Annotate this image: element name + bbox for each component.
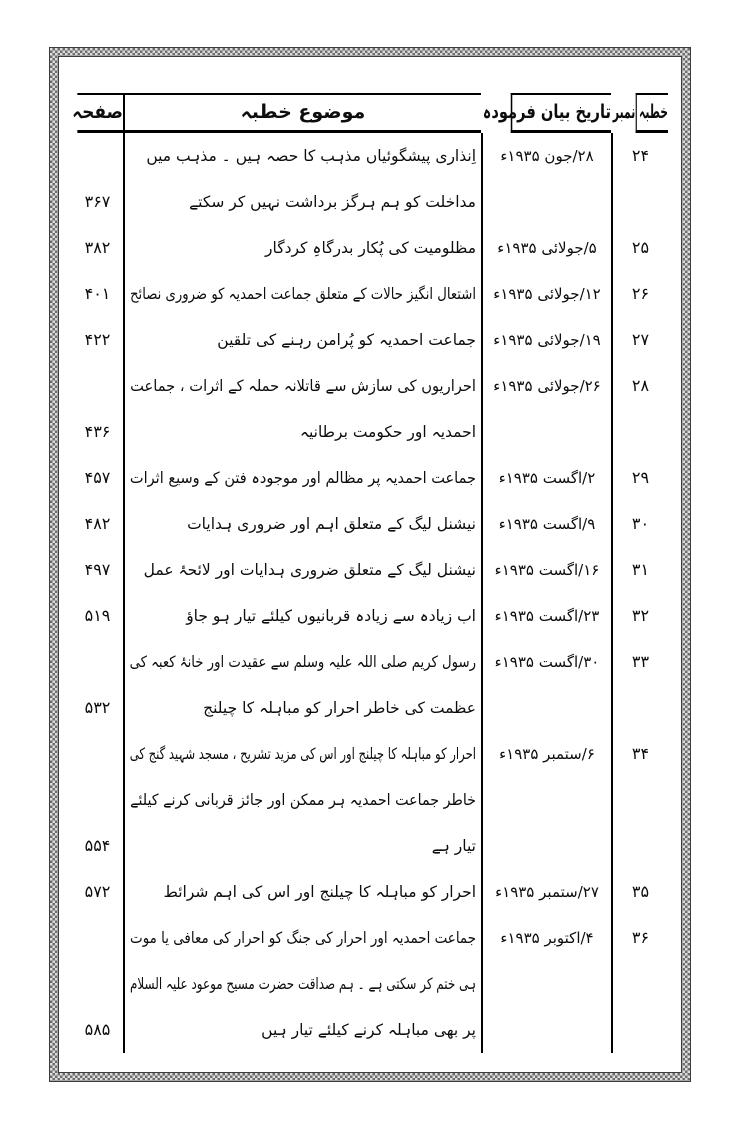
khutba-subject-line: اِنذاری پیشگوئیاں مذہب کا حصہ ہیں ۔ مذہب میں (146, 147, 476, 165)
khutba-subject-line: رسول کریم صلی اللہ علیہ وسلم سے عقیدت اور خانۂ کعبہ کی (129, 653, 476, 671)
header-date: تاریخ بیان فرمودہ (511, 93, 611, 133)
khutba-date-cell: ۲۸/جون ۱۹۳۵ء (481, 133, 611, 225)
khutba-subject-line: عظمت کی خاطر احرار کو مباہلہ کا چیلنج (203, 699, 476, 717)
khutba-subject-line: جماعت احمدیہ کو پُرامن رہنے کی تلقین (217, 331, 476, 349)
khutba-number-cell: ۲۸ (611, 363, 668, 455)
khutba-subject-line: احراریوں کی سازش سے قاتلانہ حملہ کے اثرات ، جماعت (130, 377, 476, 395)
khutbat-index-table (72, 93, 668, 1053)
khutba-number-cell: ۳۰ (611, 501, 668, 547)
khutba-date-cell: ۱۲/جولائی ۱۹۳۵ء (481, 271, 611, 317)
khutba-number-cell: ۳۴ (611, 731, 668, 869)
khutba-subject-line: پر بھی مباہلہ کرنے کیلئے تیار ہیں (261, 1021, 476, 1039)
khutba-date-cell: ۴/اکتوبر ۱۹۳۵ء (481, 915, 611, 1053)
khutba-date-cell: ۹/اگست ۱۹۳۵ء (481, 501, 611, 547)
khutba-subject-cell (123, 271, 481, 317)
khutba-date-cell: ۶/ستمبر ۱۹۳۵ء (481, 731, 611, 869)
khutba-subject-cell (123, 363, 481, 455)
khutba-number-cell: ۲۷ (611, 317, 668, 363)
khutba-subject-line: ہی ختم کر سکتی ہے ۔ ہم صداقت حضرت مسیح موعود علیہ السلام (130, 975, 476, 993)
khutba-date-cell: ۳۰/اگست ۱۹۳۵ء (481, 639, 611, 731)
khutba-number-cell: ۲۴ (611, 133, 668, 225)
page-number-cell: ۵۱۹ (84, 606, 111, 625)
page-number-cell: ۵۳۲ (84, 698, 111, 717)
khutba-subject-cell (123, 547, 481, 593)
khutba-subject-line: اب زیادہ سے زیادہ قربانیوں کیلئے تیار ہو جاؤ (186, 607, 476, 625)
khutba-subject-cell (123, 731, 481, 869)
page-number-cell: ۴۹۷ (84, 560, 111, 579)
khutba-subject-line: احرار کو مباہلہ کا چیلنج اور اس کی اہم شرائط (163, 883, 476, 901)
khutba-subject-cell (123, 317, 481, 363)
khutba-number-cell: ۳۳ (611, 639, 668, 731)
khutba-date-cell: ۱۶/اگست ۱۹۳۵ء (481, 547, 611, 593)
khutba-number-cell: ۳۵ (611, 869, 668, 915)
khutba-subject-line: مظلومیت کی پُکار بدرگاہِ کردگار (265, 239, 476, 257)
khutba-subject-line: جماعت احمدیہ اور احرار کی جنگ کو احرار کی معافی یا موت (130, 929, 476, 947)
khutba-number-cell: ۳۱ (611, 547, 668, 593)
page-number-cell: ۴۳۶ (84, 422, 111, 441)
khutba-number-cell: ۲۵ (611, 225, 668, 271)
khutba-date-cell: ۱۹/جولائی ۱۹۳۵ء (481, 317, 611, 363)
khutba-date-cell: ۲۶/جولائی ۱۹۳۵ء (481, 363, 611, 455)
page-number-cell: ۵۷۲ (84, 882, 111, 901)
khutba-subject-cell (123, 869, 481, 915)
page-number-cell: ۵۵۴ (84, 836, 111, 855)
khutba-subject-cell (123, 501, 481, 547)
khutba-subject-line: جماعت احمدیہ پر مظالم اور موجودہ فتن کے وسیع اثرات (129, 469, 476, 487)
khutba-date-cell: ۲۷/ستمبر ۱۹۳۵ء (481, 869, 611, 915)
khutba-date-cell: ۲۳/اگست ۱۹۳۵ء (481, 593, 611, 639)
page-number-cell: ۴۸۲ (84, 514, 111, 533)
khutba-subject-cell (123, 639, 481, 731)
khutba-number-cell: ۲۹ (611, 455, 668, 501)
khutba-subject-line: تیار ہے (431, 837, 476, 855)
page-number-cell: ۵۸۵ (84, 1020, 111, 1039)
khutba-subject-line: احرار کو مباہلہ کا چیلنج اور اس کی مزید تشریح ، مسجد شہید گنج کی (129, 745, 476, 763)
header-khutba-number: خطبہ نمبر (636, 93, 668, 133)
khutba-subject-line: مداخلت کو ہم ہرگز برداشت نہیں کر سکتے (189, 193, 476, 211)
khutba-number-cell: ۳۶ (611, 915, 668, 1053)
khutba-number-cell: ۳۲ (611, 593, 668, 639)
khutba-subject-line: اشتعال انگیز حالات کے متعلق جماعت احمدیہ کو ضروری نصائح (129, 285, 477, 303)
header-page: صفحہ (77, 93, 123, 133)
page-number-cell: ۳۸۲ (84, 238, 111, 257)
khutba-subject-line: احمدیہ اور حکومت برطانیہ (299, 423, 476, 441)
header-subject: موضوع خطبہ (123, 93, 481, 133)
khutba-number-cell: ۲۶ (611, 271, 668, 317)
khutba-subject-cell (123, 133, 481, 225)
khutba-subject-cell (123, 593, 481, 639)
khutba-subject-line: نیشنل لیگ کے متعلق اہم اور ضروری ہدایات (187, 515, 476, 533)
page-number-cell: ۴۵۷ (84, 468, 111, 487)
page-number-cell: ۴۲۲ (84, 330, 111, 349)
khutba-date-cell: ۲/اگست ۱۹۳۵ء (481, 455, 611, 501)
khutba-subject-cell (123, 225, 481, 271)
khutba-date-cell: ۵/جولائی ۱۹۳۵ء (481, 225, 611, 271)
khutba-subject-cell (123, 455, 481, 501)
page-number-cell: ۳۶۷ (84, 192, 111, 211)
khutba-subject-line: نیشنل لیگ کے متعلق ضروری ہدایات اور لائحۂ عمل (143, 561, 476, 579)
khutba-subject-line: خاطر جماعت احمدیہ ہر ممکن اور جائز قربانی کرنے کیلئے (130, 791, 476, 809)
page-number-cell: ۴۰۱ (84, 284, 111, 303)
khutba-subject-cell (123, 915, 481, 1053)
